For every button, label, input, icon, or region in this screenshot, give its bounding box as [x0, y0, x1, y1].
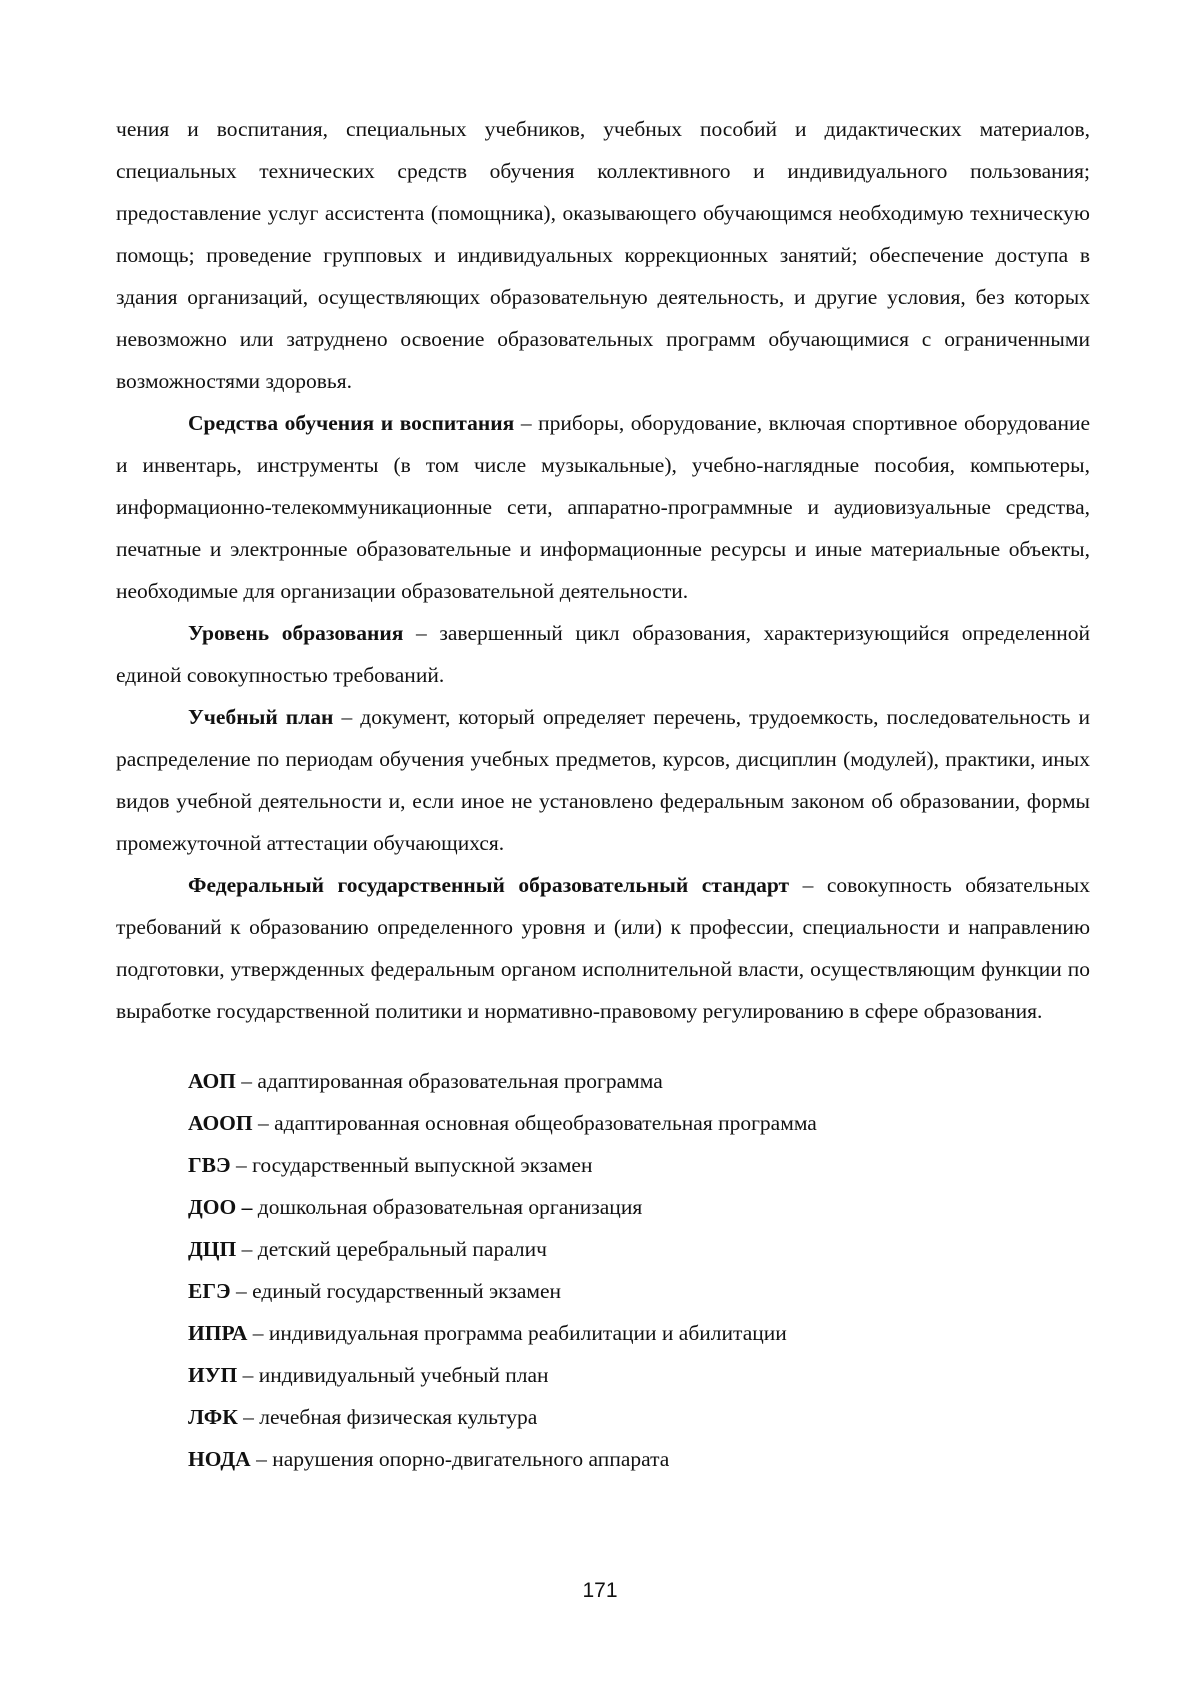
abbreviation-separator: –	[237, 1363, 259, 1387]
abbreviation-term: ЕГЭ	[188, 1279, 231, 1303]
definition-paragraph	[116, 864, 1090, 1032]
abbreviation-meaning: адаптированная основная общеобразовательная программа	[274, 1111, 817, 1135]
definition-paragraph	[116, 696, 1090, 864]
abbreviation-separator: –	[250, 1447, 273, 1471]
abbreviation-meaning: лечебная физическая культура	[259, 1405, 538, 1429]
abbreviation-term: ЛФК	[188, 1405, 238, 1429]
abbreviation-separator: –	[236, 1237, 258, 1261]
abbreviation-term: ИУП	[188, 1363, 238, 1387]
abbreviation-item	[116, 1354, 1090, 1396]
abbreviation-item	[116, 1186, 1090, 1228]
abbreviation-meaning: нарушения опорно-двигательного аппарата	[272, 1447, 670, 1471]
definition-term: Уровень образования	[188, 621, 404, 645]
abbreviation-list	[116, 1060, 1090, 1480]
definition-dash: –	[403, 621, 440, 645]
abbreviation-meaning: единый государственный экзамен	[252, 1279, 562, 1303]
abbreviation-separator: –	[252, 1111, 275, 1135]
abbreviation-meaning: дошкольная образовательная организация	[257, 1195, 643, 1219]
abbreviation-item	[116, 1270, 1090, 1312]
abbreviation-meaning: индивидуальный учебный план	[258, 1363, 549, 1387]
definition-dash: –	[514, 411, 539, 435]
abbreviation-item	[116, 1396, 1090, 1438]
abbreviation-separator: –	[230, 1153, 253, 1177]
abbreviation-term: НОДА	[188, 1447, 251, 1471]
definition-dash: –	[789, 873, 827, 897]
abbreviation-separator: –	[230, 1279, 253, 1303]
abbreviation-term: АОП	[188, 1069, 236, 1093]
definition-term: Средства обучения и воспитания	[188, 411, 515, 435]
abbreviation-term: ДЦП	[188, 1237, 237, 1261]
abbreviation-term: ДОО –	[188, 1195, 253, 1219]
definition-term: Учебный план	[188, 705, 334, 729]
abbreviation-item	[116, 1144, 1090, 1186]
abbreviation-term: ИПРА	[188, 1321, 248, 1345]
abbreviation-separator: –	[247, 1321, 269, 1345]
definition-text: приборы, оборудование, включая спортивное оборудование и инвентарь, инструменты (в том числе музыкальные), учебно-наглядные пособия, компьютеры, информационно-телекоммуникационные сети, аппаратно-программные и аудиовизуальные средства, печатные и электронные образовательные и информационные ресурсы и иные материальные объекты, необходимые для организации образовательной деятельности.	[116, 411, 1090, 603]
abbreviation-separator: –	[235, 1069, 258, 1093]
page-content	[116, 108, 1090, 1480]
abbreviation-item	[116, 1438, 1090, 1480]
abbreviation-item	[116, 1312, 1090, 1354]
definition-term: Федеральный государственный образовательный стандарт	[188, 873, 790, 897]
abbreviation-item	[116, 1102, 1090, 1144]
abbreviation-item	[116, 1228, 1090, 1270]
definition-paragraph	[116, 612, 1090, 696]
abbreviation-meaning: детский церебральный паралич	[257, 1237, 547, 1261]
abbreviation-separator: –	[237, 1405, 260, 1429]
definition-text: документ, который определяет перечень, трудоемкость, последовательность и распределение по периодам обучения учебных предметов, курсов, дисциплин (модулей), практики, иных видов учебной деятельности и, если иное не установлено федеральным законом об образовании, формы промежуточной аттестации обучающихся.	[116, 705, 1090, 855]
definition-text: совокупность обязательных требований к образованию определенного уровня и (или) к профессии, специальности и направлению подготовки, утвержденных федеральным органом исполнительной власти, осуществляющим функции по выработке государственной политики и нормативно-правовому регулированию в сфере образования.	[116, 873, 1090, 1023]
abbreviation-term: АООП	[188, 1111, 253, 1135]
paragraph-text: чения и воспитания, специальных учебников, учебных пособий и дидактических материалов, специальных технических средств обучения коллективного и индивидуального пользования; предоставление услуг ассистента (помощника), оказывающего обучающимся необходимую техническую помощь; проведение групповых и индивидуальных коррекционных занятий; обеспечение доступа в здания организаций, осуществляющих образовательную деятельность, и другие условия, без которых невозможно или затруднено освоение образовательных программ обучающимися с ограниченными возможностями здоровья.	[116, 117, 1090, 393]
abbreviation-meaning: адаптированная образовательная программа	[257, 1069, 663, 1093]
abbreviation-item	[116, 1060, 1090, 1102]
definition-paragraph	[116, 402, 1090, 612]
definition-dash: –	[333, 705, 361, 729]
abbreviation-term: ГВЭ	[188, 1153, 231, 1177]
paragraph-continuation	[116, 108, 1090, 402]
definition-text: завершенный цикл образования, характеризующийся определенной единой совокупностью требований.	[116, 621, 1091, 687]
abbreviation-meaning: индивидуальная программа реабилитации и абилитации	[268, 1321, 787, 1345]
page-number: 171	[582, 1579, 618, 1602]
abbreviation-meaning: государственный выпускной экзамен	[252, 1153, 593, 1177]
